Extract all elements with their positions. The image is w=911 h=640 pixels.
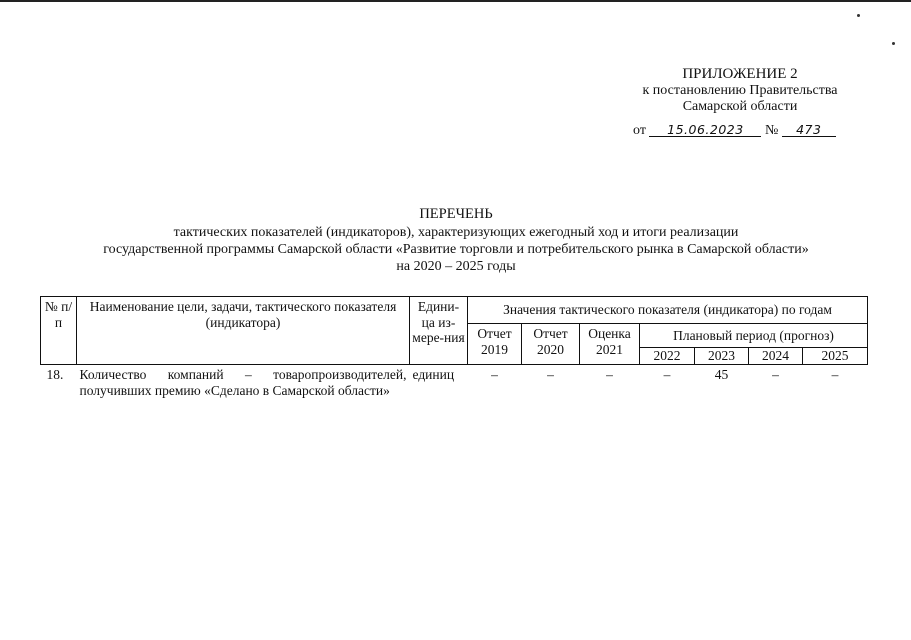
- value-2024: –: [772, 367, 779, 382]
- header-year-2025: 2025: [803, 348, 868, 365]
- heading-line2: государственной программы Самарской области «Развитие торговли и потребительского рынка в Самарской области»: [103, 242, 809, 257]
- heading-line1: тактических показателей (индикаторов), характеризующих ежегодный ход и итоги реализации: [173, 225, 739, 240]
- appendix-block: [620, 66, 860, 116]
- decree-reference: [633, 123, 836, 139]
- header-num: № п/п: [41, 297, 77, 365]
- value-report-2020: –: [547, 367, 554, 382]
- header-plan-group: Плановый период (прогноз): [640, 324, 868, 348]
- value-estimate-2021: –: [606, 367, 613, 382]
- appendix-title: ПРИЛОЖЕНИЕ 2: [682, 66, 798, 82]
- header-values-group: Значения тактического показателя (индикатора) по годам: [468, 297, 868, 324]
- header-report-2019: Отчет 2019: [468, 324, 522, 365]
- document-heading: [40, 206, 872, 275]
- decree-date: 15.06.2023: [649, 123, 761, 137]
- number-prefix: №: [764, 123, 779, 138]
- decree-number: 473: [782, 123, 836, 137]
- indicators-table: [40, 296, 868, 400]
- value-report-2019: –: [491, 367, 498, 382]
- header-year-2022: 2022: [640, 348, 695, 365]
- value-2022: –: [663, 367, 671, 382]
- value-2023: 45: [714, 367, 729, 382]
- header-estimate-2021: Оценка 2021: [580, 324, 640, 365]
- appendix-line2: Самарской области: [682, 99, 798, 114]
- row-unit: единиц: [412, 367, 455, 382]
- value-2025: –: [831, 367, 839, 382]
- scan-speck: [857, 14, 860, 17]
- header-name: Наименование цели, задачи, тактического показателя (индикатора): [77, 297, 410, 365]
- header-year-2023: 2023: [695, 348, 749, 365]
- page-top-border: [0, 0, 911, 2]
- row-num: 18.: [46, 367, 64, 382]
- header-year-2024: 2024: [749, 348, 803, 365]
- heading-line3: на 2020 – 2025 годы: [396, 259, 516, 274]
- header-unit: Едини-ца из-мере-ния: [410, 297, 468, 365]
- header-report-2020: Отчет 2020: [522, 324, 580, 365]
- heading-title: ПЕРЕЧЕНЬ: [419, 206, 493, 222]
- row-name: Количество компаний – товаропроизводителей, получивших премию «Сделано в Самарской области»: [79, 367, 407, 398]
- appendix-line1: к постановлению Правительства: [642, 82, 838, 98]
- from-prefix: от: [633, 123, 646, 138]
- table-row: [41, 365, 868, 401]
- scan-speck: [892, 42, 895, 45]
